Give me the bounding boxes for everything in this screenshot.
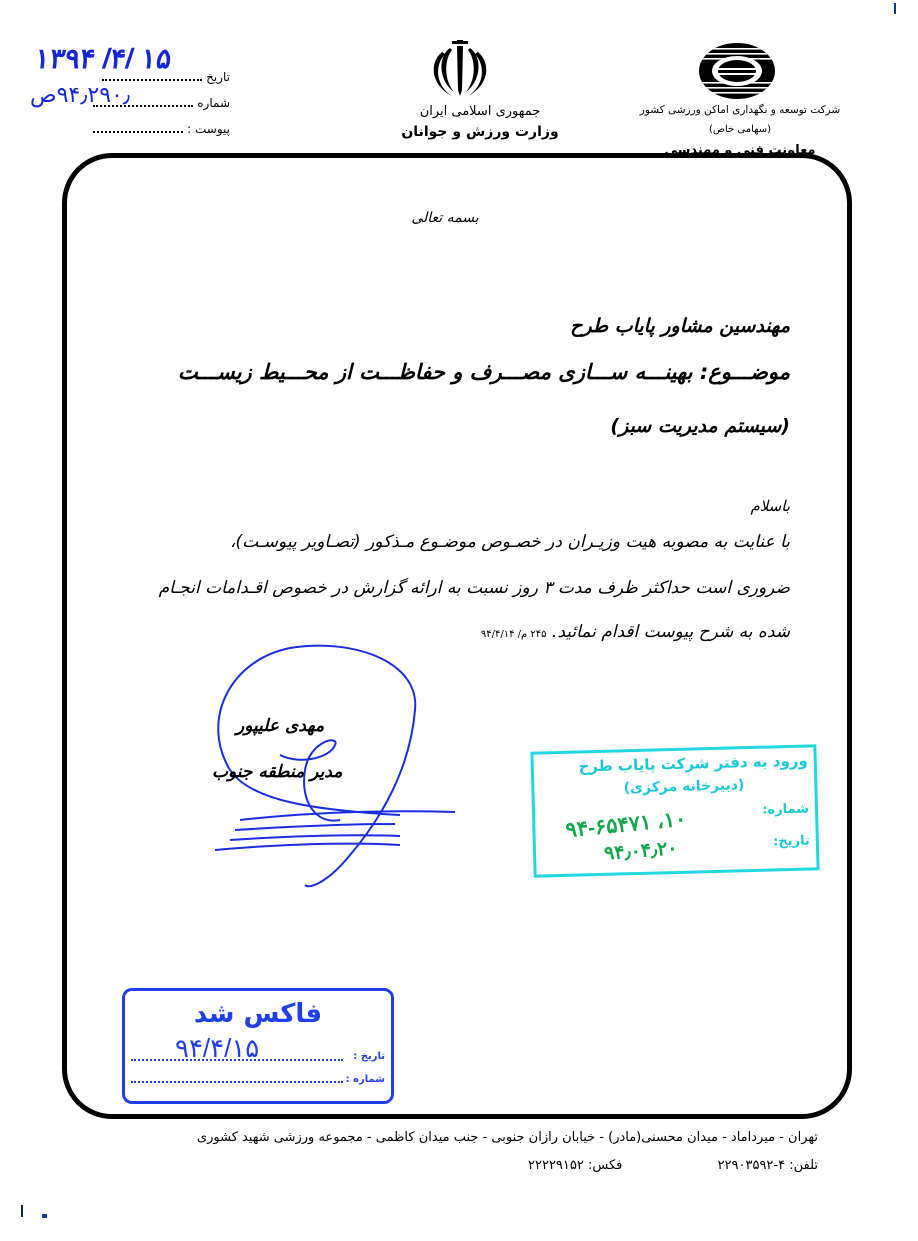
paragraph-line-2: ضروری است حداکثر ظرف مدت ۳ روز نسبت به ارائه گزارش در خصوص اقـدامات انجـام (158, 578, 790, 598)
bismillah: بسمه تعالی (411, 210, 479, 226)
receipt-stamp-title: ورود به دفتر شرکت پایاب طرح (578, 751, 808, 776)
republic-name: جمهوری اسلامی ایران (419, 104, 541, 119)
paragraph-line-3-text: شده به شرح پیوست اقدام نمائید. (551, 622, 790, 642)
fax-date-label: تاریخ : (353, 1051, 385, 1062)
attachment-row (80, 122, 230, 136)
fax-stamp-title: فاکس شد (193, 999, 323, 1029)
date-label: تاریخ (206, 70, 230, 84)
scan-mark (894, 3, 896, 14)
footer-address: تهران - میرداماد - میدان محسنی(مادر) - خیابان رازان جنوبی - جنب میدان کاظمی - مجموعه ورزشی شهید کشوری (196, 1130, 818, 1145)
receipt-stamp-subtitle: (دبیرخانه مرکزی) (623, 777, 745, 797)
receipt-date-value: ۹۴٫۰۴٫۲۰ (603, 838, 679, 865)
receipt-date-label: تاریخ: (772, 833, 811, 850)
receipt-number-value: ۱۰، ۹۴-۶۵۴۷۱ (564, 807, 688, 843)
date-dots (102, 79, 202, 81)
fax-number-dots (131, 1081, 343, 1083)
iran-emblem-icon (428, 38, 492, 100)
ministry-name: وزارت ورزش و جوانان (401, 124, 559, 140)
paragraph-line-1: با عنایت به مصوبه هیت وزیـران در خصـوص موضـوع مـذکور (تصـاویر پیوسـت)، (230, 532, 790, 552)
attachment-label: پیوست : (187, 122, 230, 136)
receipt-number-label: شماره: (762, 801, 810, 818)
company-name: شرکت توسعه و نگهداری اماکن ورزشی کشور (639, 104, 841, 116)
fax-stamp (122, 988, 394, 1104)
subject-line: موضـــوع: بهینـــه ســـازی مصـــرف و حفاظـــت از محـــیط زیســـت (177, 360, 790, 384)
scan-mark (21, 1205, 23, 1217)
company-logo-icon (698, 42, 776, 100)
subject-continuation: (سیستم مدیریت سبز) (610, 415, 790, 437)
department-name: معاونت فنی و مهندسی (664, 143, 816, 158)
attachment-dots (93, 131, 183, 133)
paragraph-line-3 (110, 622, 790, 642)
signer-title: مدیر منطقه جنوب (212, 762, 343, 782)
reference-number: ۲۴۵ م/ ۹۴/۴/۱۴ (480, 629, 547, 640)
fax-date-value: ۹۴/۴/۱۵ (175, 1033, 260, 1063)
greeting: باسلام (750, 497, 790, 515)
addressee: مهندسین مشاور پایاب طرح (570, 315, 790, 337)
fax-number-label: شماره : (345, 1074, 385, 1085)
handwritten-number: ۹۴٫۲۹۰٫ص (30, 82, 130, 107)
number-label: شماره (197, 96, 230, 110)
footer-phone: تلفن: ۴-۲۲۹۰۳۵۹۲ (717, 1158, 818, 1173)
company-type: (سهامی خاص) (708, 124, 772, 135)
receipt-stamp (530, 744, 819, 877)
scan-mark (42, 1214, 47, 1218)
fax-date-dots (131, 1059, 343, 1061)
footer-fax: فکس: ۲۲۲۲۹۱۵۲ (528, 1158, 623, 1173)
handwritten-date: ۱۳۹۴ /۴/ ۱۵ (32, 43, 174, 74)
signer-name: مهدی علیپور (236, 716, 325, 736)
